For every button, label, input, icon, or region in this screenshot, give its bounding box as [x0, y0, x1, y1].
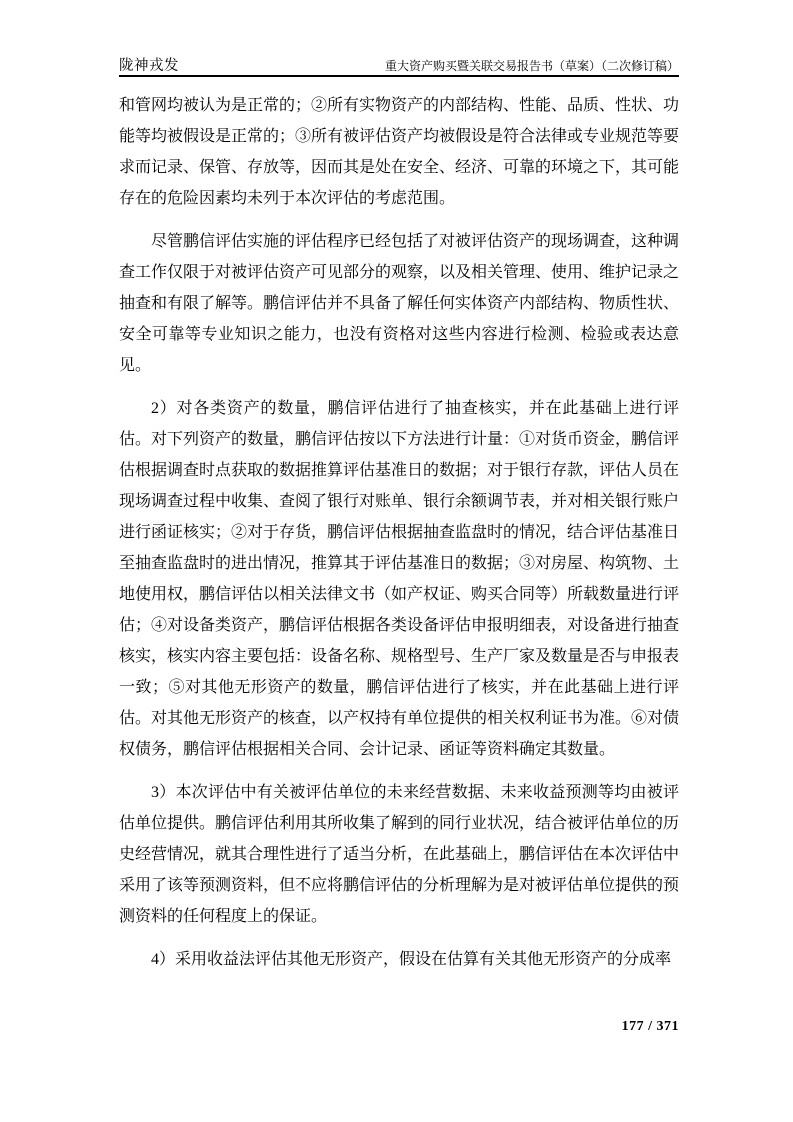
body-paragraph: 和管网均被认为是正常的；②所有实物资产的内部结构、性能、品质、性状、功能等均被假设是正常的；③所有被评估资产均被假设是符合法律或专业规范等要求而记录、保管、存放等，因而其是处在安全、经济、可靠的环境之下，其可能存在的危险因素均未列于本次评估的考虑范围。 [119, 97, 680, 207]
body-paragraph: 尽管鹏信评估实施的评估程序已经包括了对被评估资产的现场调查，这种调查工作仅限于对被评估资产可见部分的观察，以及相关管理、使用、维护记录之抽查和有限了解等。鹏信评估并不具备了解任何实体资产内部结构、物质性状、安全可靠等专业知识之能力，也没有资格对这些内容进行检测、检验或表达意见。 [119, 233, 680, 374]
body-paragraph: 2）对各类资产的数量，鹏信评估进行了抽查核实，并在此基础上进行评估。对下列资产的数量，鹏信评估按以下方法进行计量：①对货币资金，鹏信评估根据调查时点获取的数据推算评估基准日的数据；对于银行存款，评估人员在现场调查过程中收集、查阅了银行对账单、银行余额调节表，并对相关银行账户进行函证核实；②对于存货，鹏信评估根据抽查监盘时的情况，结合评估基准日至抽查监盘时的进出情况，推算其于评估基准日的数据；③对房屋、构筑物、土地使用权，鹏信评估以相关法律文书（如产权证、购买合同等）所载数量进行评估；④对设备类资产，鹏信评估根据各类设备评估申报明细表，对设备进行抽查核实，核实内容主要包括：设备名称、规格型号、生产厂家及数量是否与申报表一致；⑤对其他无形资产的数量，鹏信评估进行了核实，并在此基础上进行评估。对其他无形资产的核查，以产权持有单位提供的相关权利证书为准。⑥对债权债务，鹏信评估根据相关合同、会计记录、函证等资料确定其数量。 [119, 400, 680, 758]
body-paragraph: 3）本次评估中有关被评估单位的未来经营数据、未来收益预测等均由被评估单位提供。鹏信评估利用其所收集了解到的同行业状况，结合被评估单位的历史经营情况，就其合理性进行了适当分析，在此基础上，鹏信评估在本次评估中采用了该等预测资料，但不应将鹏信评估的分析理解为是对被评估单位提供的预测资料的任何程度上的保证。 [119, 784, 680, 925]
page-footer [119, 1019, 679, 1035]
page-number: 177 / 371 [621, 1019, 679, 1034]
page-header [119, 54, 679, 75]
body-paragraph: 4）采用收益法评估其他无形资产，假设在估算有关其他无形资产的分成率 [151, 951, 672, 968]
header-company-short-name: 陇神戎发 [119, 58, 179, 74]
header-report-title: 重大资产购买暨关联交易报告书（草案）（二次修订稿） [384, 59, 679, 73]
header-divider [119, 75, 679, 77]
document-body [119, 90, 679, 987]
